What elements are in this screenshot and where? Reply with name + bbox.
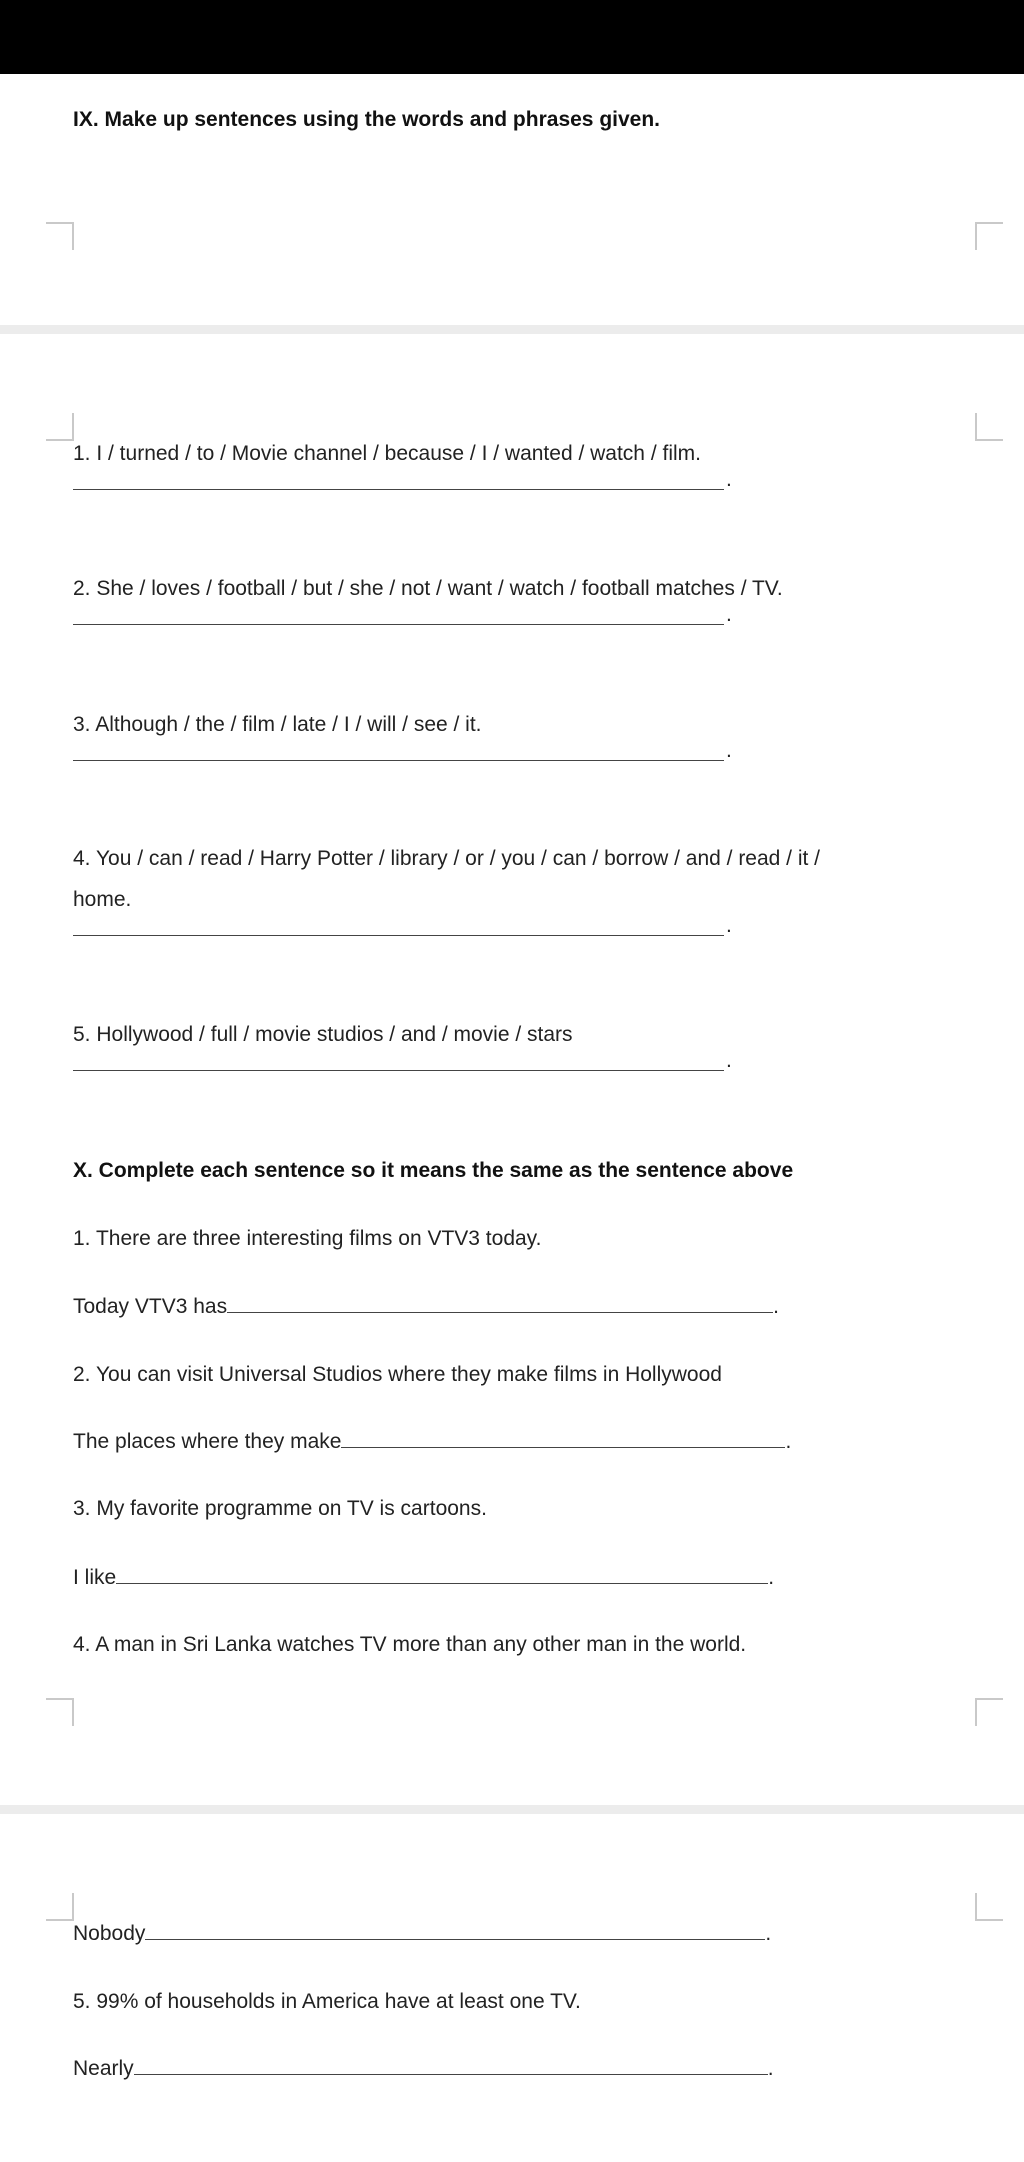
page-corner-mark (46, 222, 74, 250)
exercise-10-answer-1 (73, 1293, 779, 1321)
answer-period: . (726, 1049, 732, 1072)
answer-line-9-4[interactable] (73, 935, 724, 936)
answer-period: . (765, 1922, 772, 1945)
answer-line-10-1[interactable] (227, 1294, 773, 1313)
answer-prompt: The places where they make (73, 1430, 342, 1453)
answer-period: . (767, 2057, 774, 2080)
page-corner-mark (975, 1698, 1003, 1726)
exercise-10-answer-3 (73, 1564, 774, 1592)
answer-line-10-5[interactable] (134, 2056, 768, 2075)
exercise-9-item-3: 3. Although / the / film / late / I / will / see / it. (73, 713, 482, 736)
section-10-title: X. Complete each sentence so it means the same as the sentence above (73, 1159, 794, 1182)
top-bar (0, 0, 1024, 74)
exercise-9-item-4-cont: home. (73, 888, 132, 911)
answer-line-10-3[interactable] (116, 1565, 768, 1584)
exercise-10-answer-4 (73, 1920, 771, 1948)
page-corner-mark (46, 1893, 74, 1921)
page-corner-mark (46, 1698, 74, 1726)
exercise-10-answer-5 (73, 2055, 774, 2083)
page-corner-mark (975, 413, 1003, 441)
answer-period: . (726, 603, 732, 626)
answer-period: . (726, 468, 732, 491)
exercise-10-answer-2 (73, 1428, 791, 1456)
exercise-10-item-4: 4. A man in Sri Lanka watches TV more than any other man in the world. (73, 1633, 747, 1656)
exercise-10-item-2: 2. You can visit Universal Studios where they make films in Hollywood (73, 1363, 722, 1386)
exercise-9-item-4: 4. You / can / read / Harry Potter / library / or / you / can / borrow / and / read / it / (73, 847, 821, 870)
answer-line-9-1[interactable] (73, 489, 724, 490)
answer-line-9-3[interactable] (73, 760, 724, 761)
page-corner-mark (975, 222, 1003, 250)
answer-line-10-4[interactable] (145, 1921, 765, 1940)
page-separator (0, 1805, 1024, 1814)
answer-period: . (726, 739, 732, 762)
answer-prompt: I like (73, 1566, 117, 1589)
answer-period: . (785, 1430, 792, 1453)
section-9-title: IX. Make up sentences using the words and phrases given. (73, 108, 660, 131)
answer-line-9-5[interactable] (73, 1070, 724, 1071)
exercise-9-item-5: 5. Hollywood / full / movie studios / and / movie / stars (73, 1023, 573, 1046)
answer-period: . (773, 1295, 779, 1318)
exercise-9-item-2: 2. She / loves / football / but / she / not / want / watch / football matches / TV. (73, 577, 783, 600)
exercise-9-item-1: 1. I / turned / to / Movie channel / because / I / wanted / watch / film. (73, 442, 701, 465)
exercise-10-item-1: 1. There are three interesting films on VTV3 today. (73, 1227, 542, 1250)
answer-prompt: Nearly (73, 2057, 134, 2080)
exercise-10-item-3: 3. My favorite programme on TV is cartoons. (73, 1497, 487, 1520)
answer-period: . (768, 1566, 775, 1589)
answer-period: . (726, 914, 732, 937)
page-separator (0, 325, 1024, 334)
answer-prompt: Today VTV3 has (73, 1295, 228, 1318)
answer-line-10-2[interactable] (341, 1429, 785, 1448)
answer-prompt: Nobody (73, 1922, 146, 1945)
answer-line-9-2[interactable] (73, 624, 724, 625)
page-corner-mark (46, 413, 74, 441)
exercise-10-item-5: 5. 99% of households in America have at least one TV. (73, 1990, 581, 2013)
page-corner-mark (975, 1893, 1003, 1921)
